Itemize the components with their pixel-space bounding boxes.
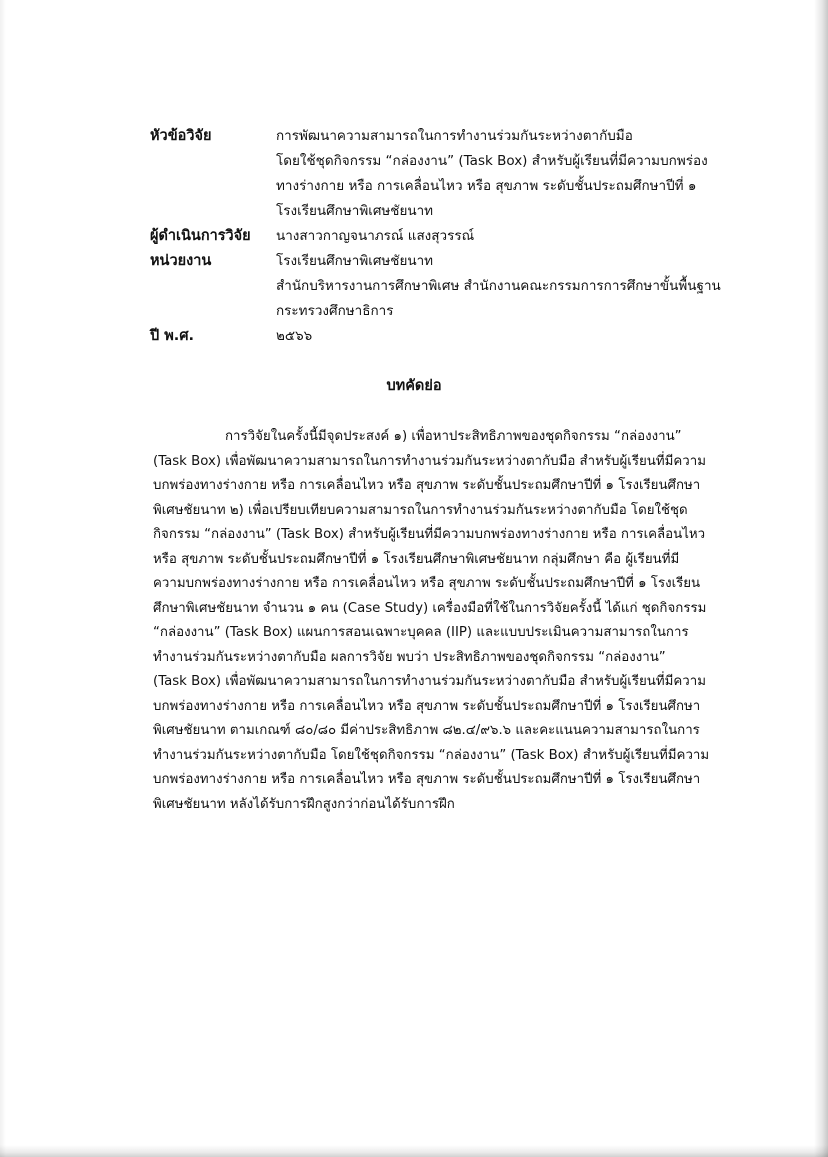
abstract-body: [153, 425, 725, 817]
organization-row: [150, 249, 730, 324]
page-edge-bottom: [0, 1145, 828, 1157]
abstract-line: พิเศษชัยนาท ๒) เพื่อเปรียบเทียบความสามารถในการทำงานร่วมกันระหว่างตากับมือ โดยใช้ชุด: [153, 502, 688, 518]
title-line: การพัฒนาความสามารถในการทำงานร่วมกันระหว่างตากับมือ: [276, 128, 633, 144]
abstract-line: (Task Box) เพื่อพัฒนาความสามารถในการทำงานร่วมกันระหว่างตากับมือ สำหรับผู้เรียนที่มีความ: [153, 453, 706, 469]
abstract-line: บกพร่องทางร่างกาย หรือ การเคลื่อนไหว หรือ สุขภาพ ระดับชั้นประถมศึกษาปีที่ ๑ โรงเรียนศึกษา: [153, 772, 701, 787]
abstract-line: พิเศษชัยนาท ตามเกณฑ์ ๘๐/๘๐ มีค่าประสิทธิภาพ ๘๒.๔/๙๖.๖ และคะแนนความสามารถในการ: [153, 723, 700, 738]
abstract-line: (Task Box) เพื่อพัฒนาความสามารถในการทำงานร่วมกันระหว่างตากับมือ สำหรับผู้เรียนที่มีความ: [153, 674, 706, 689]
abstract-heading: บทคัดย่อ: [386, 378, 442, 394]
abstract-line: หรือ สุขภาพ ระดับชั้นประถมศึกษาปีที่ ๑ โรงเรียนศึกษาพิเศษชัยนาท กลุ่มศึกษา คือ ผู้เรียนที่มี: [153, 551, 680, 567]
organization-line: สำนักบริหารงานการศึกษาพิเศษ สำนักงานคณะกรรมการการศึกษาขั้นพื้นฐาน: [276, 278, 721, 294]
abstract-line: ทำงานร่วมกันระหว่างตากับมือ ผลการวิจัย พบว่า ประสิทธิภาพของชุดกิจกรรม “กล่องงาน”: [153, 649, 666, 665]
year-number: ๒๕๖๖: [276, 328, 313, 344]
abstract-line: การวิจัยในครั้งนี้มีจุดประสงค์ ๑) เพื่อหาประสิทธิภาพของชุดกิจกรรม “กล่องงาน”: [225, 429, 682, 444]
organization-line: กระทรวงศึกษาธิการ: [276, 303, 394, 319]
title-line: โรงเรียนศึกษาพิเศษชัยนาท: [276, 203, 434, 219]
title-line: ทางร่างกาย หรือ การเคลื่อนไหว หรือ สุขภาพ ระดับชั้นประถมศึกษาปีที่ ๑: [276, 178, 697, 194]
abstract-line: “กล่องงาน” (Task Box) แผนการสอนเฉพาะบุคคล (IIP) และแบบประเมินความสามารถในการ: [153, 625, 689, 640]
abstract-line: บกพร่องทางร่างกาย หรือ การเคลื่อนไหว หรือ สุขภาพ ระดับชั้นประถมศึกษาปีที่ ๑ โรงเรียนศึกษา: [153, 698, 701, 714]
title-label: หัวข้อวิจัย: [150, 128, 212, 144]
year-value: [276, 324, 730, 349]
abstract-line: พิเศษชัยนาท หลังได้รับการฝึกสูงกว่าก่อนได้รับการฝึก: [153, 796, 455, 812]
researcher-name: นางสาวกาญจนาภรณ์ แสงสุวรรณ์: [276, 228, 475, 244]
organization-value: [276, 249, 730, 324]
research-info: [150, 124, 730, 349]
page-edge-right: [814, 0, 828, 1157]
page-edge-left: [0, 0, 6, 1157]
year-row: [150, 324, 730, 349]
researcher-value: [276, 224, 730, 249]
researcher-row: [150, 224, 730, 249]
title-line: โดยใช้ชุดกิจกรรม “กล่องงาน” (Task Box) สำหรับผู้เรียนที่มีความบกพร่อง: [276, 153, 708, 169]
researcher-label: ผู้ดำเนินการวิจัย: [150, 228, 251, 244]
abstract-line: ศึกษาพิเศษชัยนาท จำนวน ๑ คน (Case Study) เครื่องมือที่ใช้ในการวิจัยครั้งนี้ ได้แก่ ชุดกิจกรรม: [153, 600, 707, 616]
abstract-line: บกพร่องทางร่างกาย หรือ การเคลื่อนไหว หรือ สุขภาพ ระดับชั้นประถมศึกษาปีที่ ๑ โรงเรียนศึกษา: [153, 478, 701, 493]
year-label: ปี พ.ศ.: [150, 328, 195, 344]
abstract-line: กิจกรรม “กล่องงาน” (Task Box) สำหรับผู้เรียนที่มีความบกพร่องทางร่างกาย หรือ การเคลื่อนไหว: [153, 527, 706, 542]
abstract-line: ความบกพร่องทางร่างกาย หรือ การเคลื่อนไหว หรือ สุขภาพ ระดับชั้นประถมศึกษาปีที่ ๑ โรงเรียน: [153, 576, 701, 591]
title-row: [150, 124, 730, 224]
abstract-line: ทำงานร่วมกันระหว่างตากับมือ โดยใช้ชุดกิจกรรม “กล่องงาน” (Task Box) สำหรับผู้เรียนที่มีความ: [153, 747, 710, 763]
organization-line: โรงเรียนศึกษาพิเศษชัยนาท: [276, 253, 434, 269]
title-value: [276, 124, 730, 224]
organization-label: หน่วยงาน: [150, 253, 212, 269]
